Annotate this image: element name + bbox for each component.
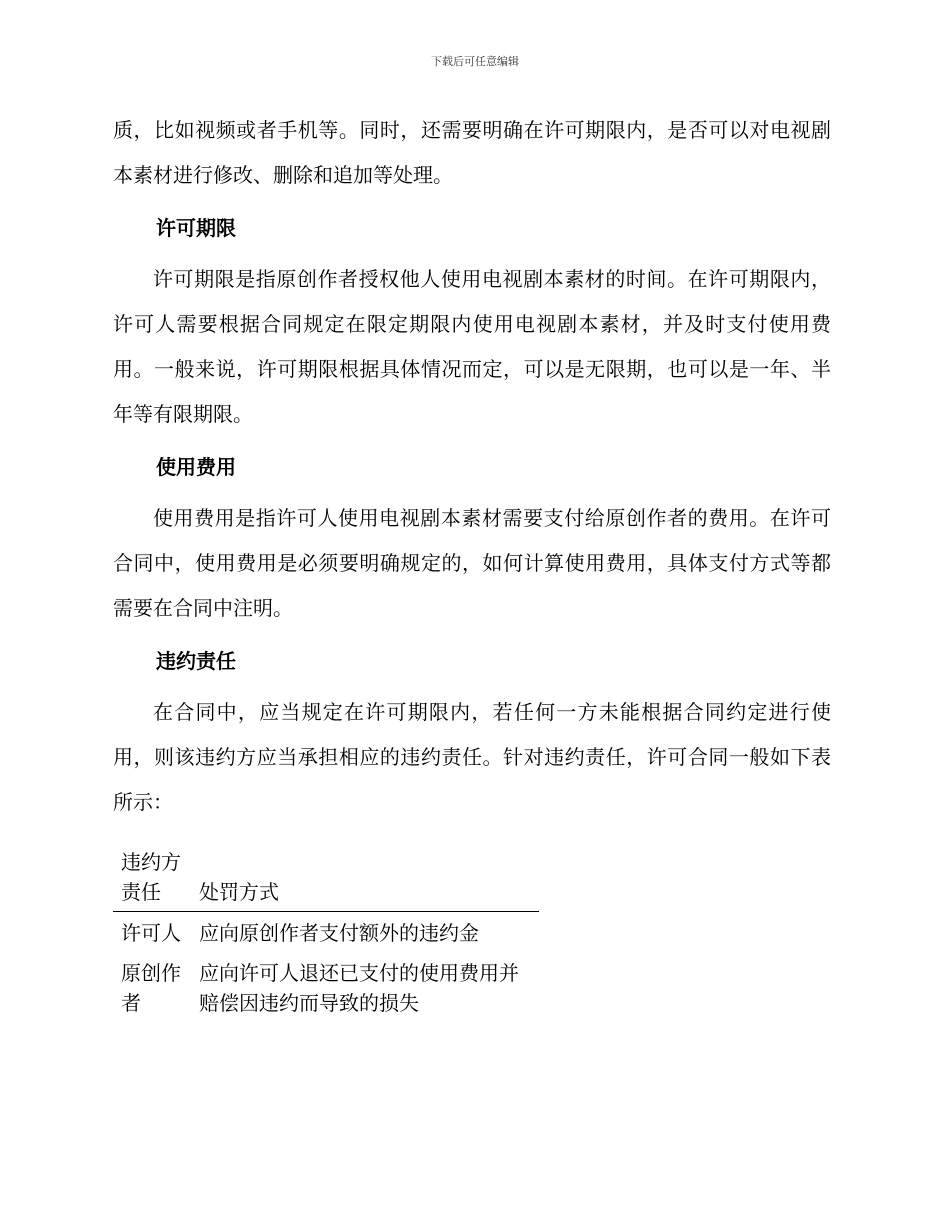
paragraph-breach-liability: 在合同中，应当规定在许可期限内，若任何一方未能根据合同约定进行使用，则该违约方应当承担相应的违约责任。针对违约责任，许可合同一般如下表所示： — [113, 700, 831, 814]
page-header: 下载后可任意编辑 — [431, 55, 519, 68]
heading-usage-fee: 使用费用 — [156, 455, 236, 479]
paragraph-license-term: 许可期限是指原创作者授权他人使用电视剧本素材的时间。在许可期限内，许可人需要根据合同规定在限定期限内使用电视剧本素材，并及时支付使用费用。一般来说，许可期限根据具体情况而定，可以是无限期，也可以是一年、半年等有限期限。 — [113, 267, 831, 426]
table-cell-party: 许可人 — [121, 921, 181, 945]
table-cell-party: 原创作者 — [121, 961, 181, 1015]
table-cell-penalty: 应向原创作者支付额外的违约金 — [199, 921, 479, 945]
table-cell-penalty: 应向许可人退还已支付的使用费用并赔偿因违约而导致的损失 — [199, 961, 519, 1015]
paragraph-continuation: 质，比如视频或者手机等。同时，还需要明确在许可期限内，是否可以对电视剧本素材进行修改、删除和追加等处理。 — [113, 118, 831, 187]
paragraph-usage-fee: 使用费用是指许可人使用电视剧本素材需要支付给原创作者的费用。在许可合同中，使用费用是必须要明确规定的，如何计算使用费用，具体支付方式等都需要在合同中注明。 — [113, 506, 831, 620]
table-row — [113, 912, 539, 953]
penalty-table — [113, 843, 539, 1022]
table-header-row — [113, 843, 539, 912]
penalty-table-wrapper — [113, 843, 831, 1022]
table-row — [113, 952, 539, 1022]
document-body — [113, 108, 831, 1022]
heading-license-term: 许可期限 — [156, 216, 236, 240]
table-header-penalty: 处罚方式 — [199, 880, 279, 904]
heading-breach-liability: 违约责任 — [156, 649, 236, 673]
table-header-party: 违约方责任 — [121, 850, 181, 904]
